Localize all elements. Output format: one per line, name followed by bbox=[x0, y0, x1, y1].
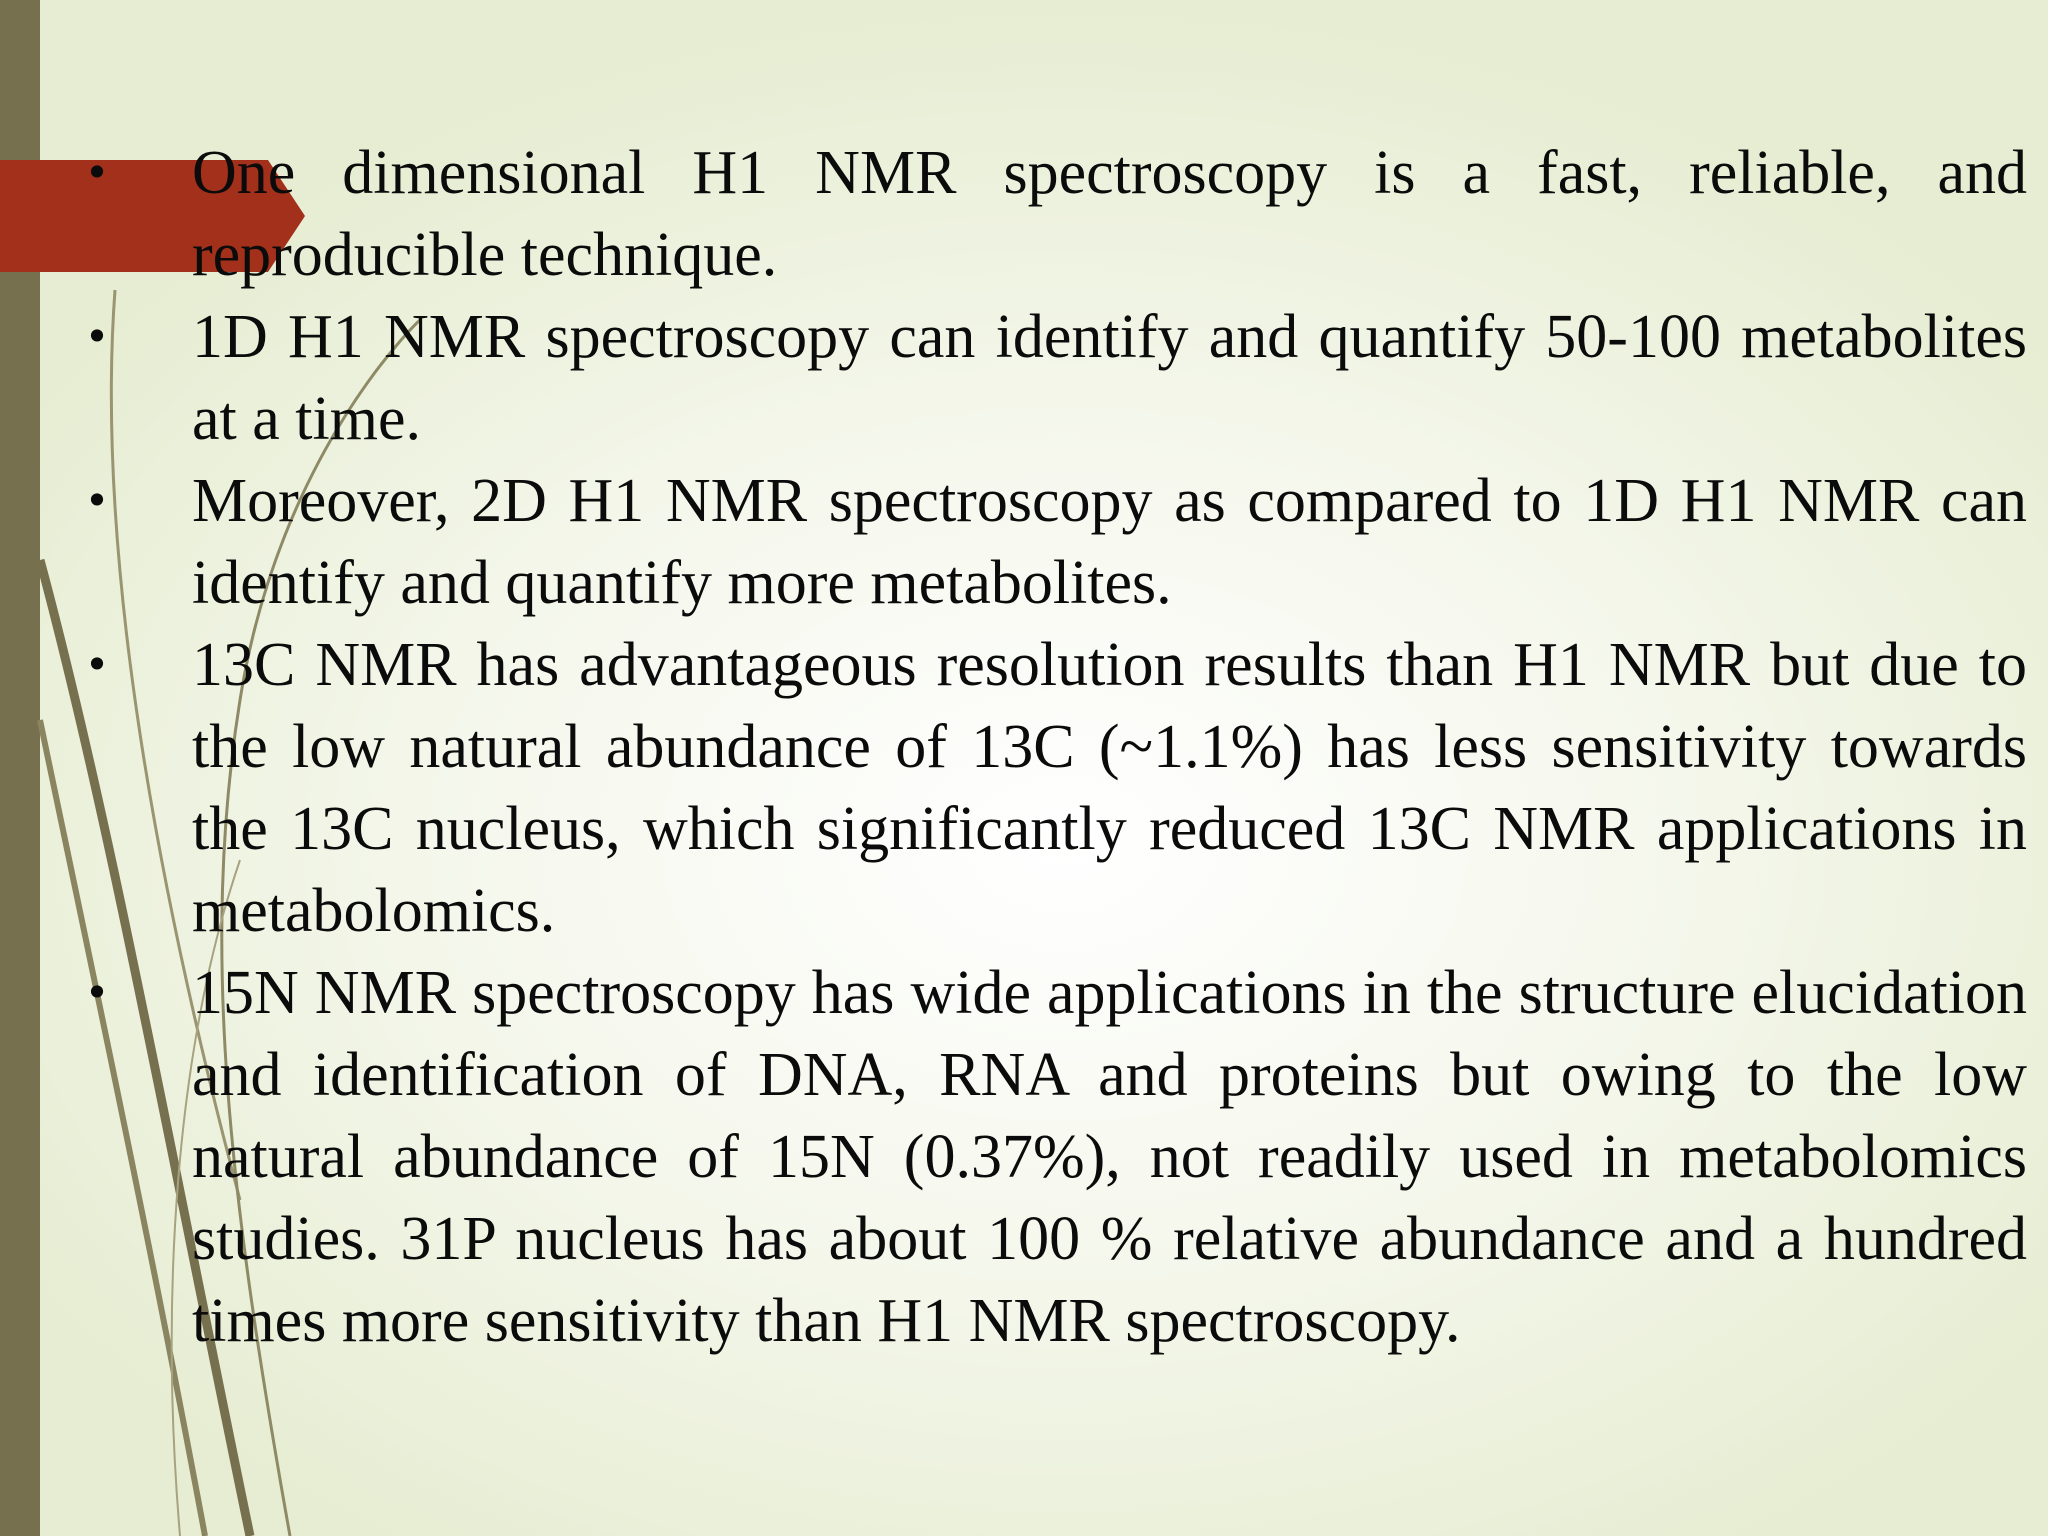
bullet-item-5 bbox=[82, 952, 2027, 1362]
bullet-text-4: 13C NMR has advantageous resolution results than H1 NMR but due to the low natural abundance of 13C (~1.1%) has less sensitivity towards the 13C nucleus, which significantly reduced 13C NMR applications in metabolomics. bbox=[192, 631, 2027, 945]
bullet-text-5: 15N NMR spectroscopy has wide applications in the structure elucidation and identification of DNA, RNA and proteins but owing to the low natural abundance of 15N (0.37%), not readily used in metabolomics studies. 31P nucleus has about 100 % relative abundance and a hundred times more sensitivity than H1 NMR spectroscopy. bbox=[192, 959, 2027, 1355]
bullet-dot-icon: • bbox=[84, 476, 110, 525]
bullet-text-2: 1D H1 NMR spectroscopy can identify and quantify 50-100 metabolites at a time. bbox=[192, 303, 2027, 453]
bullet-dot-icon: • bbox=[84, 312, 110, 361]
bullet-item-4 bbox=[82, 624, 2027, 952]
bullet-list bbox=[82, 132, 2027, 1362]
bullet-text-1: One dimensional H1 NMR spectroscopy is a fast, reliable, and reproducible technique. bbox=[192, 139, 2027, 289]
bullet-dot-icon: • bbox=[84, 968, 110, 1017]
bullet-item-3 bbox=[82, 460, 2027, 624]
slide-body bbox=[82, 132, 2027, 1362]
bullet-item-1 bbox=[82, 132, 2027, 296]
bullet-dot-icon: • bbox=[84, 148, 110, 197]
bullet-text-3: Moreover, 2D H1 NMR spectroscopy as compared to 1D H1 NMR can identify and quantify more metabolites. bbox=[192, 467, 2027, 617]
bullet-item-2 bbox=[82, 296, 2027, 460]
bullet-dot-icon: • bbox=[84, 640, 110, 689]
